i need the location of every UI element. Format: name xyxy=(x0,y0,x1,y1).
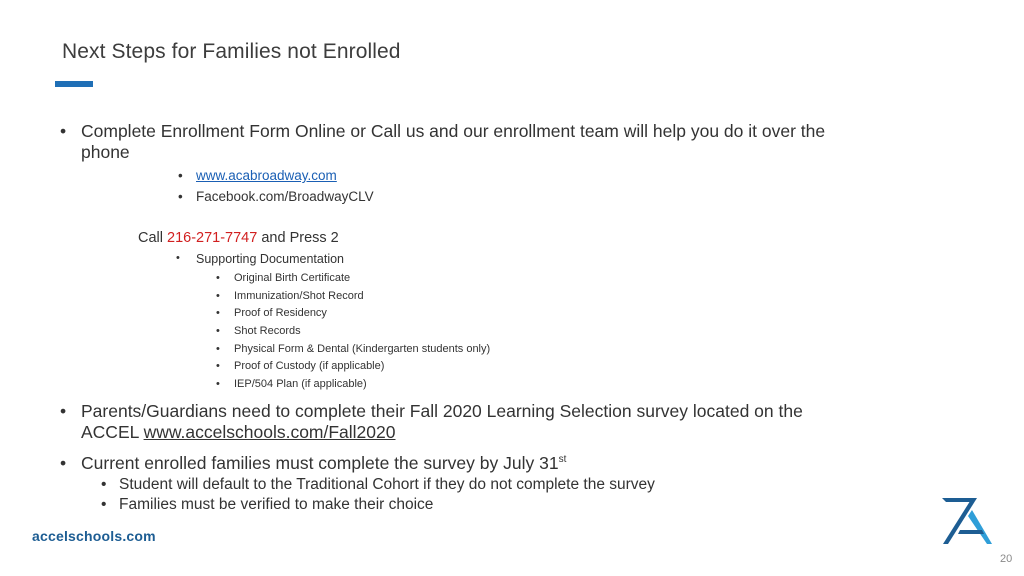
bullet-marker: • xyxy=(216,378,220,390)
doc-item: Shot Records xyxy=(234,325,301,337)
supporting-docs-label: Supporting Documentation xyxy=(196,252,345,266)
footer-url: accelschools.com xyxy=(32,528,156,544)
bullet-3-text: Current enrolled families must complete the survey by July 31 xyxy=(81,453,559,473)
bullet-marker: • xyxy=(60,453,67,473)
bullet-marker: • xyxy=(216,343,220,355)
bullet-marker: • xyxy=(101,476,107,493)
bullet-marker: • xyxy=(176,252,180,264)
bullet-marker: • xyxy=(60,401,67,421)
accel-fall2020-link[interactable]: www.accelschools.com/Fall2020 xyxy=(143,422,396,442)
accel-logo-icon xyxy=(936,496,994,546)
bullet-3-sub-2: Families must be verified to make their choice xyxy=(119,496,434,513)
phone-number[interactable]: 216-271-7747 xyxy=(167,230,258,246)
bullet-marker: • xyxy=(178,189,183,204)
bullet-1-line-1: Complete Enrollment Form Online or Call us and our enrollment team will help you do it over the xyxy=(81,121,826,141)
accel-prefix: ACCEL xyxy=(81,422,144,442)
doc-item: Proof of Custody (if applicable) xyxy=(234,360,385,372)
call-prefix: Call xyxy=(138,230,168,246)
bullet-marker: • xyxy=(101,496,107,513)
logo-right-leg xyxy=(968,510,992,544)
page-number: 20 xyxy=(1000,553,1013,565)
call-suffix: and Press 2 xyxy=(257,230,339,246)
bullet-3-sub-1: Student will default to the Traditional Cohort if they do not complete the survey xyxy=(119,476,655,493)
call-line xyxy=(138,230,339,246)
bullet-marker: • xyxy=(178,168,183,183)
doc-item: Immunization/Shot Record xyxy=(234,290,364,302)
facebook-text: Facebook.com/BroadwayCLV xyxy=(196,189,374,204)
doc-item: Original Birth Certificate xyxy=(234,272,351,284)
doc-item: Proof of Residency xyxy=(234,307,327,319)
bullet-marker: • xyxy=(216,272,220,284)
slide-title: Next Steps for Families not Enrolled xyxy=(62,40,401,63)
doc-item: Physical Form & Dental (Kindergarten students only) xyxy=(234,343,491,355)
bullet-marker: • xyxy=(216,290,220,302)
bullet-marker: • xyxy=(216,325,220,337)
bullet-3-sup: st xyxy=(558,454,567,466)
acabroadway-link[interactable]: www.acabroadway.com xyxy=(196,168,337,183)
bullet-marker: • xyxy=(60,121,67,141)
bullet-1-line-2: phone xyxy=(81,142,130,162)
bullet-marker: • xyxy=(216,307,220,319)
bullet-2-line-1: Parents/Guardians need to complete their Fall 2020 Learning Selection survey located on the xyxy=(81,401,803,421)
bullet-3-line xyxy=(81,453,566,474)
doc-item: IEP/504 Plan (if applicable) xyxy=(234,378,367,390)
bullet-marker: • xyxy=(216,360,220,372)
logo-crossbar xyxy=(958,530,984,534)
bullet-2-line-2 xyxy=(81,422,396,443)
